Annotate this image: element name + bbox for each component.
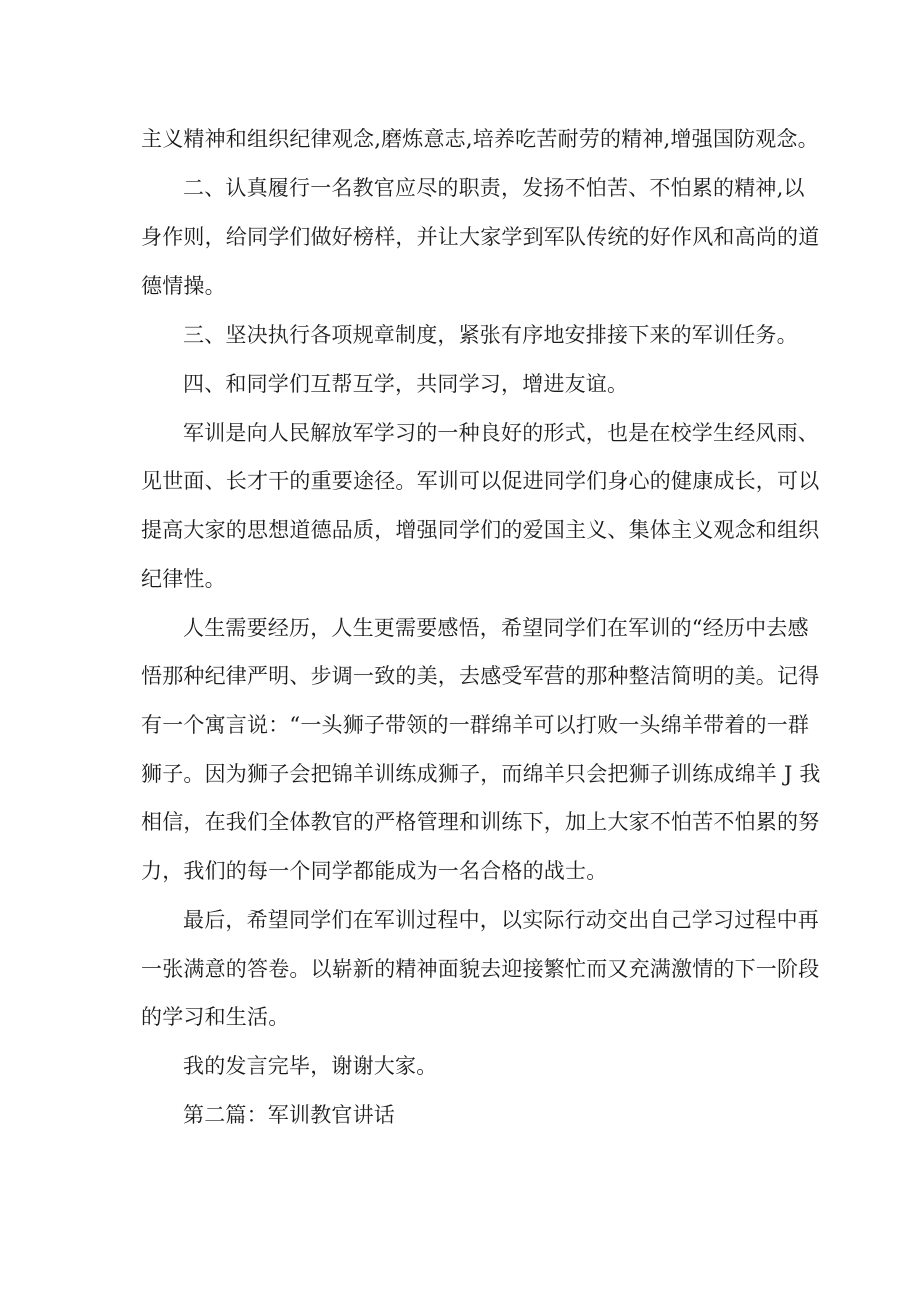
section-heading: 第二篇：军训教官讲话 (183, 1103, 395, 1127)
text-line-1: 主义精神和组织纪律观念,磨炼意志,培养吃苦耐劳的精神,增强国防观念。 (141, 127, 819, 151)
text-line-6: 四、和同学们互帮互学，共同学习，增进友谊。 (183, 372, 629, 396)
text-line-9: 提高大家的思想道德品质，增强同学们的爱国主义、集体主义观念和组织 (141, 518, 820, 542)
text-line-20: 我的发言完毕，谢谢大家。 (183, 1054, 438, 1078)
text-line-17: 最后，希望同学们在军训过程中，以实际行动交出自己学习过程中再 (183, 908, 819, 932)
text-line-5: 三、坚决执行各项规章制度，紧张有序地安排接下来的军训任务。 (183, 323, 798, 347)
text-line-2: 二、认真履行一名教官应尽的职责，发扬不怕苦、不怕累的精神,以 (183, 176, 805, 200)
text-line-11: 人生需要经历，人生更需要感悟，希望同学们在军训的“经历中去感 (183, 616, 809, 640)
text-line-12: 悟那种纪律严明、步调一致的美，去感受军营的那种整洁简明的美。记得 (141, 664, 820, 688)
text-line-10: 纪律性。 (141, 567, 226, 591)
text-line-8: 见世面、长才干的重要途径。军训可以促进同学们身心的健康成长，可以 (141, 469, 820, 493)
text-line-14: 狮子。因为狮子会把锦羊训练成狮子，而绵羊只会把狮子训练成绵羊 J 我 (141, 762, 821, 786)
text-line-7: 军训是向人民解放军学习的一种良好的形式，也是在校学生经风雨、 (183, 421, 819, 445)
text-line-15: 相信，在我们全体教官的严格管理和训练下，加上大家不怕苦不怕累的努 (141, 810, 820, 834)
text-line-19: 的学习和生活。 (141, 1005, 290, 1029)
text-line-3: 身作则，给同学们做好榜样，并让大家学到军队传统的好作风和高尚的道 (141, 225, 820, 249)
text-line-18: 一张满意的答卷。以崭新的精神面貌去迎接繁忙而又充满激情的下一阶段 (141, 957, 820, 981)
text-line-4: 德情操。 (141, 274, 226, 298)
text-line-13: 有一个寓言说：“一头狮子带领的一群绵羊可以打败一头绵羊带着的一群 (141, 713, 810, 737)
text-line-16: 力，我们的每一个同学都能成为一名合格的战士。 (141, 859, 608, 883)
